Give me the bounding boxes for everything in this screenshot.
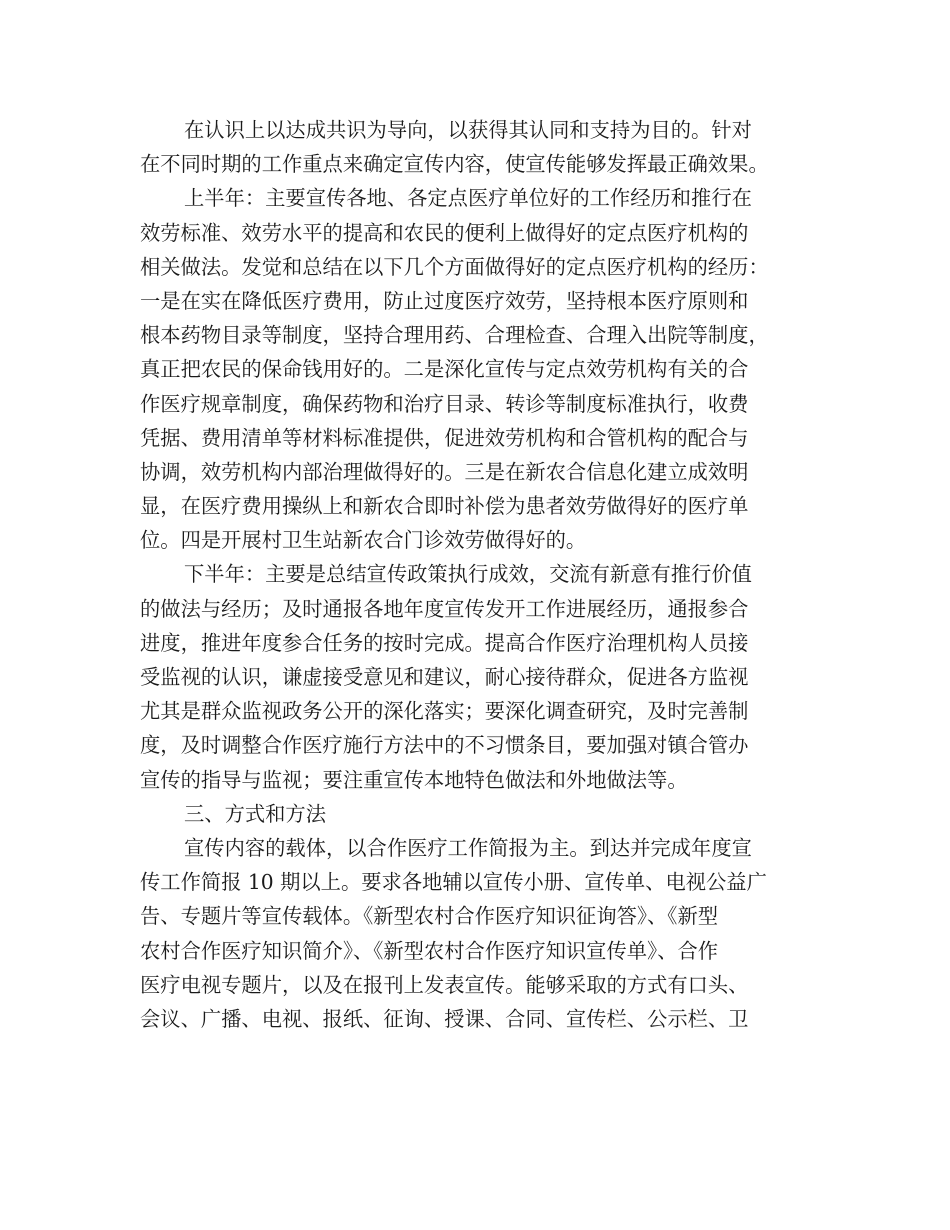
text-line: 进度，推进年度参合任务的按时完成。提高合作医疗治理机构人员接 xyxy=(140,630,749,655)
text-line: 尤其是群众监视政务公开的深化落实；要深化调查研究，及时完善制 xyxy=(140,699,749,724)
text-line: 宣传内容的载体，以合作医疗工作简报为主。到达并完成年度宣 xyxy=(184,835,752,860)
text-line: 相关做法。发觉和总结在以下几个方面做得好的定点医疗机构的经历： xyxy=(140,254,769,279)
text-line: 效劳标准、效劳水平的提高和农民的便利上做得好的定点医疗机构的 xyxy=(140,220,749,245)
text-line: 真正把农民的保命钱用好的。二是深化宣传与定点效劳机构有关的合 xyxy=(140,357,749,382)
text-line: 协调，效劳机构内部治理做得好的。三是在新农合信息化建立成效明 xyxy=(140,459,749,484)
section-heading: 三、方式和方法 xyxy=(184,801,326,826)
text-line: 会议、广播、电视、报纸、征询、授课、合同、宣传栏、公示栏、卫 xyxy=(140,1006,749,1031)
text-line: 传工作简报 10 期以上。要求各地辅以宣传小册、宣传单、电视公益广 xyxy=(140,870,767,895)
text-line: 上半年：主要宣传各地、各定点医疗单位好的工作经历和推行在 xyxy=(184,186,752,211)
text-line: 受监视的认识，谦虚接受意见和建议，耐心接待群众，促进各方监视 xyxy=(140,665,749,689)
text-line: 在认识上以达成共识为导向，以获得其认同和支持为目的。针对 xyxy=(184,118,752,142)
text-line: 作医疗规章制度，确保药物和治疗目录、转诊等制度标准执行，收费 xyxy=(140,391,749,416)
text-line: 度，及时调整合作医疗施行方法中的不习惯条目，要加强对镇合管办 xyxy=(140,733,749,758)
text-line: 下半年：主要是总结宣传政策执行成效，交流有新意有推行价值 xyxy=(184,562,752,587)
text-line: 一是在实在降低医疗费用，防止过度医疗效劳，坚持根本医疗原则和 xyxy=(140,288,749,313)
text-line: 显，在医疗费用操纵上和新农合即时补偿为患者效劳做得好的医疗单 xyxy=(140,494,749,519)
text-line: 根本药物目录等制度，坚持合理用药、合理检查、合理入出院等制度， xyxy=(140,323,769,348)
text-line: 在不同时期的工作重点来确定宣传内容，使宣传能够发挥最正确效果。 xyxy=(140,152,769,177)
text-line: 位。四是开展村卫生站新农合门诊效劳做得好的。 xyxy=(140,528,587,553)
text-line: 宣传的指导与监视；要注重宣传本地特色做法和外地做法等。 xyxy=(140,767,688,792)
document-body xyxy=(140,113,810,1036)
text-line: 的做法与经历；及时通报各地年度宣传发开工作进展经历，通报参合 xyxy=(140,596,749,621)
text-line: 告、专题片等宣传载体。《新型农村合作医疗知识征询答》、《新型 xyxy=(140,904,719,929)
text-line: 医疗电视专题片，以及在报刊上发表宣传。能够采取的方式有口头、 xyxy=(140,972,749,997)
text-line: 凭据、费用清单等材料标准提供，促进效劳机构和合管机构的配合与 xyxy=(140,425,749,450)
text-line: 农村合作医疗知识简介》、《新型农村合作医疗知识宣传单》、合作 xyxy=(140,938,719,963)
